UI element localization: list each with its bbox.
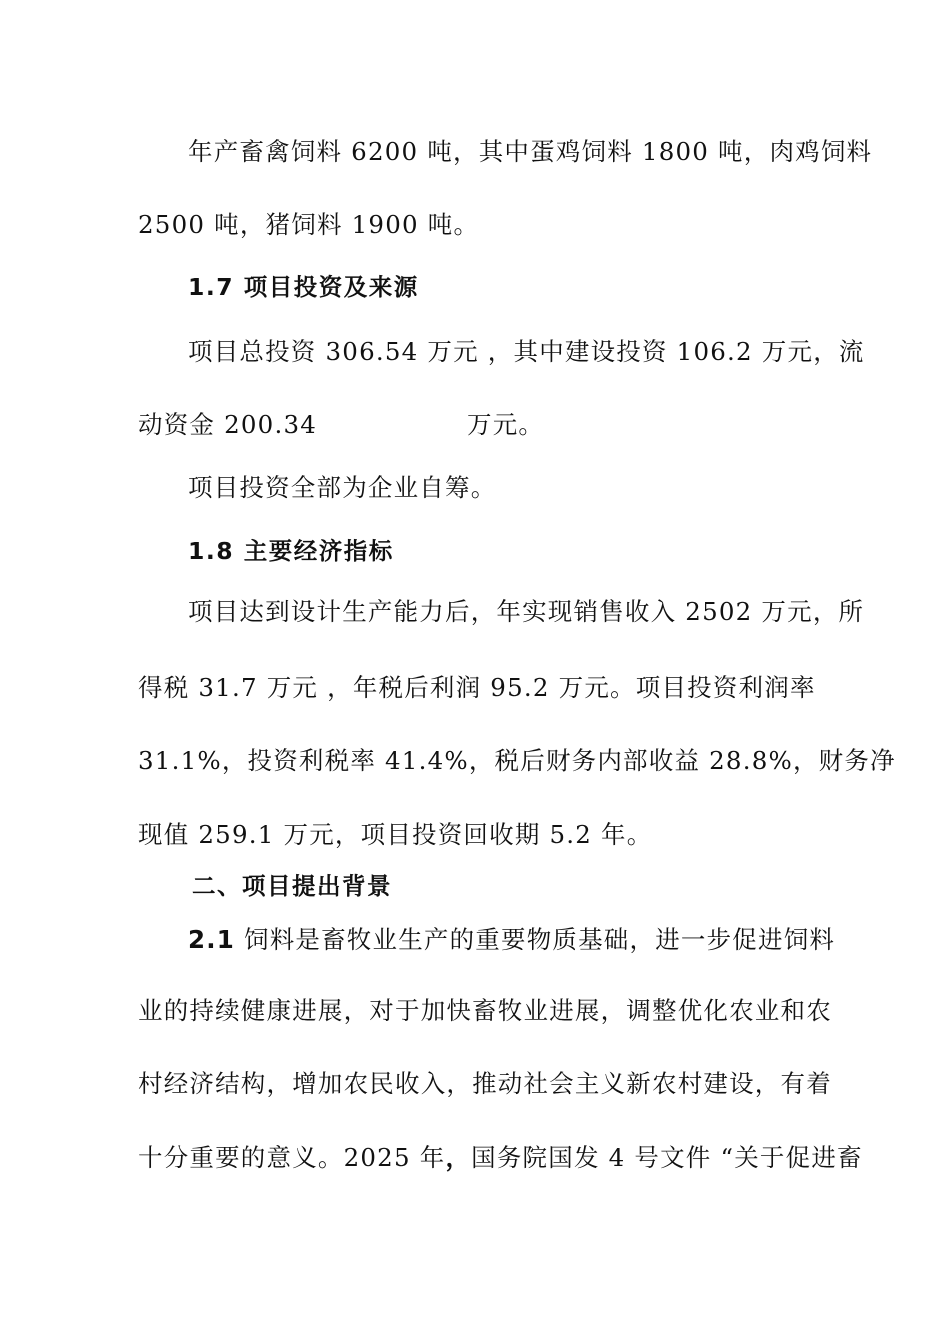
chapter-heading-2: 二、项目提出背景 [192, 872, 392, 900]
paragraph-line [188, 925, 835, 955]
paragraph-line: 年产畜禽饲料 6200 吨，其中蛋鸡饲料 1800 吨，肉鸡饲料 [188, 137, 873, 166]
paragraph-text: 国务院国发 4 号文件 “关于促进畜 [471, 1143, 863, 1172]
section-heading-1-7: 1.7 项目投资及来源 [188, 273, 419, 301]
paragraph-line: 得税 31.7 万元 ，年税后利润 95.2 万元。项目投资利润率 [138, 673, 816, 702]
section-number: 2.1 [188, 925, 236, 954]
paragraph-line: 业的持续健康进展，对于加快畜牧业进展，调整优化农业和农 [138, 996, 832, 1025]
section-heading-1-8: 1.8 主要经济指标 [188, 537, 394, 565]
paragraph-text: 饲料是畜牧业生产的重要物质基础，进一步促进饲料 [235, 925, 836, 954]
paragraph-text: 万元。 [467, 410, 545, 439]
paragraph-text: 动资金 200.34 [138, 410, 318, 439]
paragraph-text: 十分重要的意义。2025 年 [138, 1143, 446, 1172]
paragraph-line: 项目投资全部为企业自筹。 [188, 473, 497, 502]
paragraph-line [138, 1143, 863, 1173]
paragraph-line: 项目达到设计生产能力后，年实现销售收入 2502 万元，所 [188, 597, 865, 626]
paragraph-line: 现值 259.1 万元，项目投资回收期 5.2 年。 [138, 820, 653, 849]
paragraph-text: ， [445, 1143, 472, 1172]
paragraph-line: 2500 吨，猪饲料 1900 吨。 [138, 210, 480, 239]
paragraph-line: 31.1%，投资利税率 41.4%，税后财务内部收益 28.8%，财务净 [138, 746, 896, 775]
paragraph-line [138, 410, 544, 440]
paragraph-line: 项目总投资 306.54 万元 ，其中建设投资 106.2 万元，流 [188, 337, 865, 366]
paragraph-line: 村经济结构，增加农民收入，推动社会主义新农村建设，有着 [138, 1069, 832, 1098]
